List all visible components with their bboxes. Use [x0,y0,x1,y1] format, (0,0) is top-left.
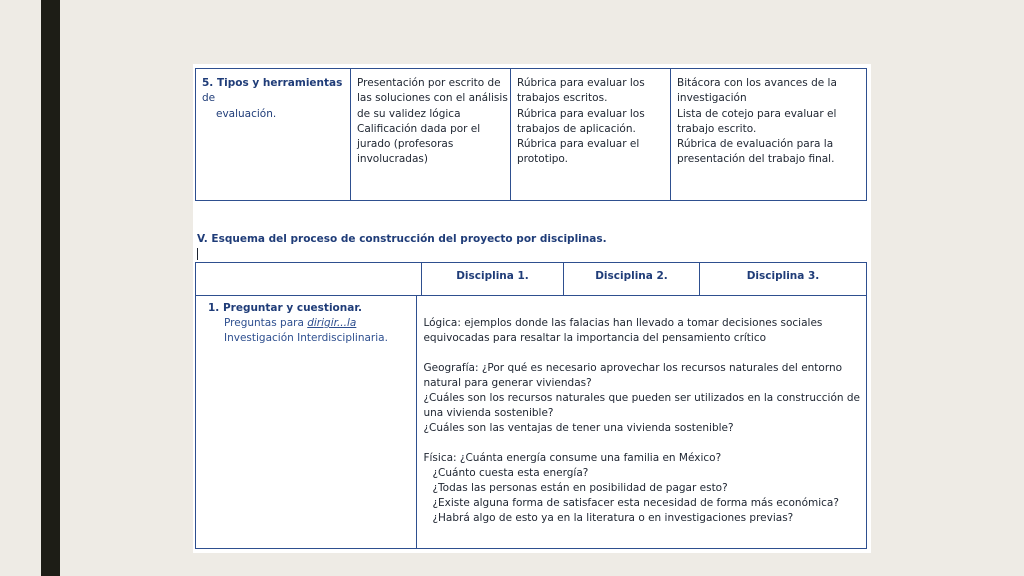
text-line: ¿Cuáles son los recursos naturales que pueden ser utilizados en la construcción de [423,392,860,404]
geografia-paragraph [423,361,860,436]
cell-line: investigación [677,92,747,105]
cell-line: Rúbrica para evaluar los [517,77,645,89]
logica-paragraph [423,316,860,346]
cell-line: Rúbrica para evaluar los [517,107,645,120]
text-line: ¿Habrá algo de esto ya en la literatura o en investigaciones previas? [432,512,794,524]
text-line: natural para generar viviendas? [423,377,592,389]
cell-line: prototipo. [517,153,568,166]
cell-line: Calificación dada por el [357,122,481,135]
evaluation-cell-4 [670,69,866,200]
evaluation-title-de: de [202,92,216,105]
header-disciplina-2: Disciplina 2. [563,263,699,295]
cell-line: trabajos de aplicación. [517,122,636,135]
step-subtitle [208,316,416,331]
cell-line: Presentación por escrito de [357,77,501,89]
evaluation-title: 5. Tipos y herramientas [202,77,343,89]
cell-line: presentación del trabajo final. [677,153,835,166]
cell-line: involucradas) [357,153,428,166]
side-accent-bar [41,0,60,576]
evaluation-table [195,68,867,201]
header-disciplina-3: Disciplina 3. [699,263,866,295]
questions-cell [417,296,866,549]
text-line: Lógica: ejemplos donde las falacias han llevado a tomar decisiones sociales [423,317,823,329]
cell-line: trabajos escritos. [517,92,608,105]
text-line: ¿Cuánto cuesta esta energía? [432,467,589,479]
step-title: 1. Preguntar y cuestionar. [208,302,362,314]
evaluation-label-cell [196,69,350,200]
header-disciplina-1: Disciplina 1. [421,263,563,295]
cell-line: las soluciones con el análisis [357,92,508,105]
text-line: ¿Existe alguna forma de satisfacer esta necesidad de forma más económica? [432,497,839,509]
text-line: ¿Cuáles son las ventajas de tener una vivienda sostenible? [423,422,734,434]
cell-line: trabajo escrito. [677,122,757,135]
step-sub-text: Preguntas para [224,317,308,329]
text-line: equivocadas para resaltar la importancia del pensamiento crítico [423,332,767,344]
cell-line: Rúbrica de evaluación para la [677,138,834,151]
cell-line: Bitácora con los avances de la [677,77,837,89]
evaluation-cell-2 [350,69,510,200]
text-line: Física: ¿Cuánta energía consume una familia en México? [423,452,722,464]
disciplines-table [195,262,867,549]
cell-line: de su validez lógica [357,107,461,120]
step-subtitle-2: Investigación Interdisciplinaria. [224,332,388,344]
header-empty [196,263,421,295]
fisica-paragraph [423,451,860,526]
text-cursor [197,248,198,260]
text-line: ¿Todas las personas están en posibilidad de pagar esto? [432,482,728,494]
step-cell [196,296,417,549]
table-header-row [196,263,866,296]
table-row [196,296,866,549]
section-title: V. Esquema del proceso de construcción del proyecto por disciplinas. [197,233,607,245]
text-line: una vivienda sostenible? [423,407,554,419]
cell-line: jurado (profesoras [357,138,454,151]
document-page [193,64,871,553]
cell-line: Lista de cotejo para evaluar el [677,107,837,120]
text-line: Geografía: ¿Por qué es necesario aprovechar los recursos naturales del entorno [423,362,843,374]
dirigir-link[interactable]: dirigir...la [307,317,357,329]
cell-line: Rúbrica para evaluar el [517,138,640,151]
evaluation-cell-3 [510,69,670,200]
evaluation-subtitle: evaluación. [216,107,277,120]
